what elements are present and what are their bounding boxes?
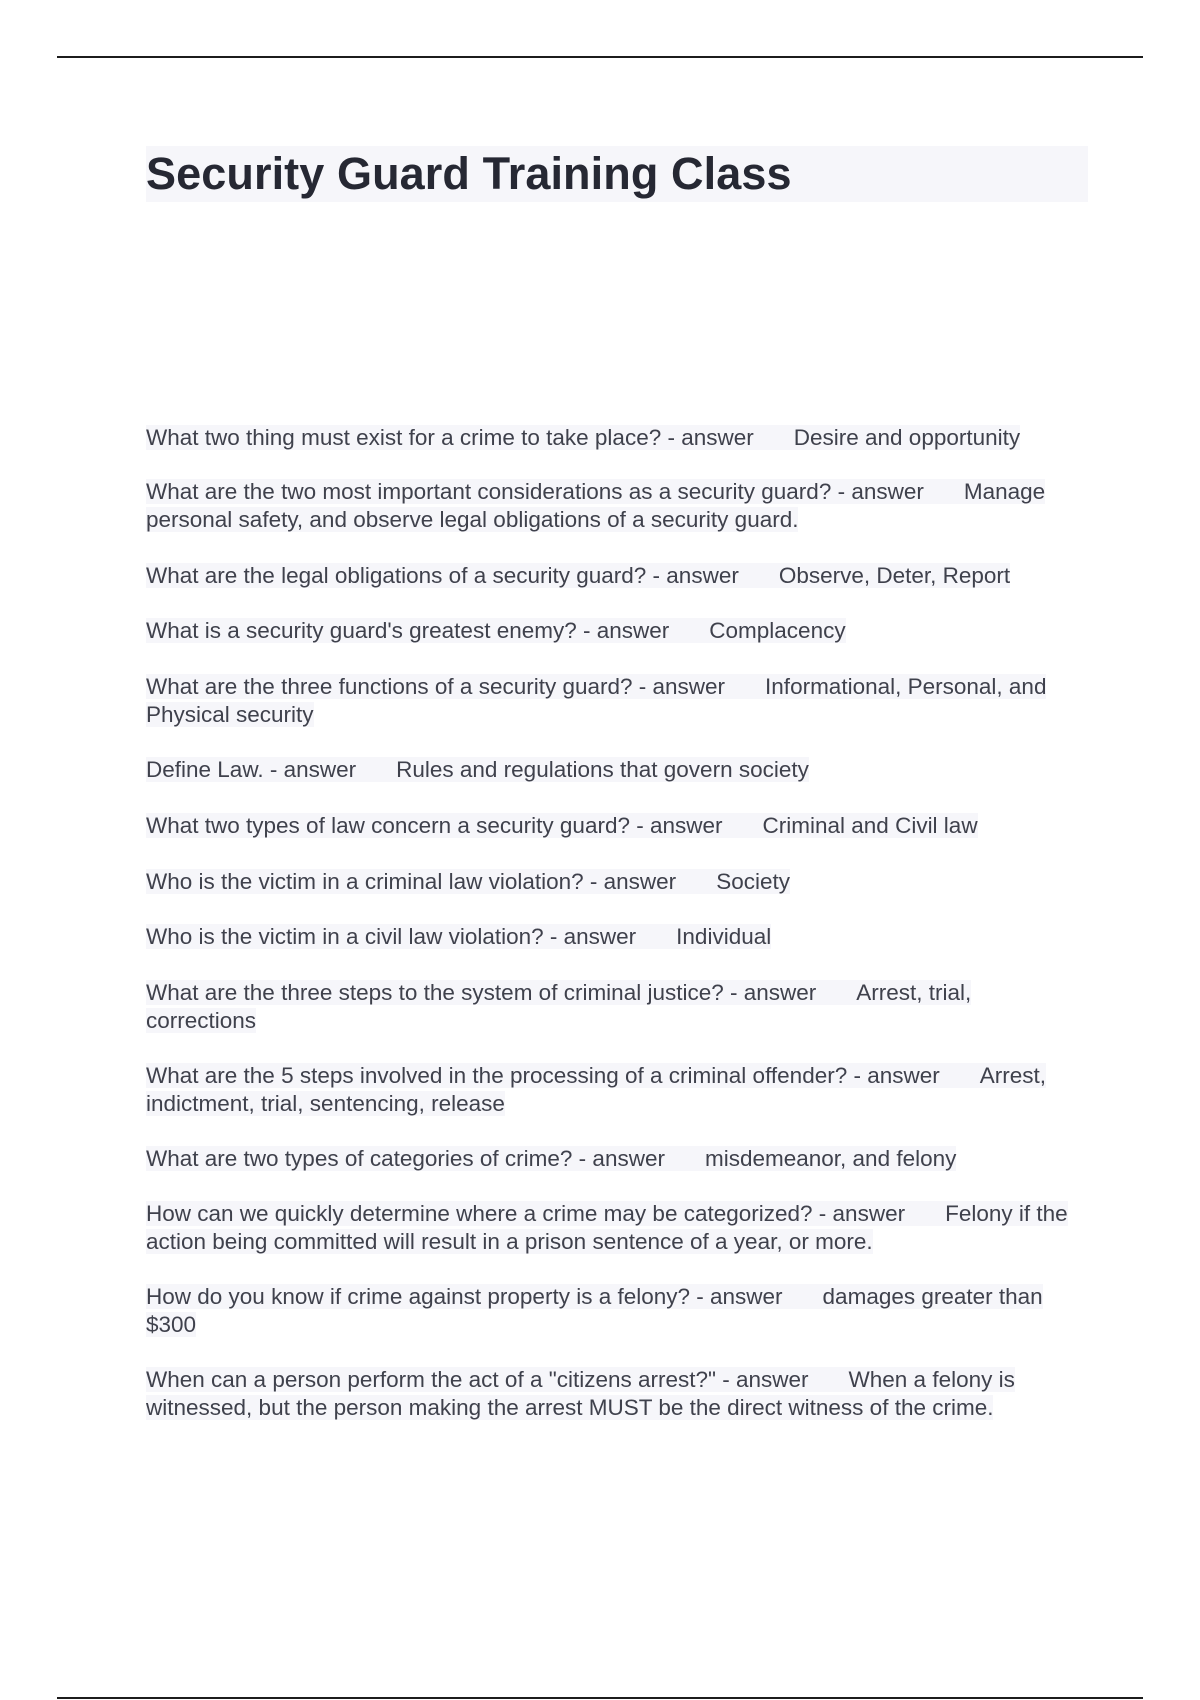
document-title: Security Guard Training Class [146, 148, 792, 199]
qa-answer: Desire and opportunity [793, 425, 1021, 450]
qa-answer: Criminal and Civil law [762, 813, 978, 838]
qa-list [146, 424, 1086, 1422]
qa-answer: Complacency [709, 618, 846, 643]
qa-item [146, 979, 1086, 1035]
qa-question: How can we quickly determine where a crime may be categorized? - answer [146, 1201, 906, 1226]
qa-question: What are the two most important considerations as a security guard? - answer [146, 479, 924, 504]
qa-question: What two thing must exist for a crime to take place? - answer [146, 425, 754, 450]
qa-question: What two types of law concern a security guard? - answer [146, 813, 723, 838]
qa-item [146, 1145, 1086, 1173]
qa-item [146, 673, 1086, 729]
qa-item [146, 1283, 1086, 1339]
qa-answer: Manage personal safety, and observe legal obligations of a security guard. [146, 479, 1046, 532]
qa-answer: Felony if the action being committed will result in a prison sentence of a year, or more. [146, 1201, 1068, 1254]
qa-question: When can a person perform the act of a "citizens arrest?" - answer [146, 1367, 809, 1392]
qa-item [146, 1366, 1086, 1422]
qa-question: Define Law. - answer [146, 757, 357, 782]
qa-answer: damages greater than $300 [146, 1284, 1043, 1337]
qa-question: What are the three steps to the system of criminal justice? - answer [146, 980, 817, 1005]
qa-item [146, 478, 1086, 534]
qa-item [146, 424, 1086, 452]
qa-answer: Informational, Personal, and Physical security [146, 674, 1047, 727]
qa-item [146, 562, 1086, 590]
qa-answer: Arrest, indictment, trial, sentencing, release [146, 1063, 1047, 1116]
qa-answer: misdemeanor, and felony [704, 1146, 957, 1171]
qa-item [146, 756, 1086, 784]
qa-answer: Rules and regulations that govern society [396, 757, 809, 782]
qa-question: What are two types of categories of crime? - answer [146, 1146, 665, 1171]
qa-answer: Arrest, trial, corrections [146, 980, 972, 1033]
qa-item [146, 923, 1086, 951]
qa-item [146, 812, 1086, 840]
footer-rule [57, 1697, 1143, 1699]
qa-item [146, 1200, 1086, 1256]
qa-question: Who is the victim in a criminal law violation? - answer [146, 869, 677, 894]
qa-question: What are the 5 steps involved in the processing of a criminal offender? - answer [146, 1063, 940, 1088]
qa-question: What is a security guard's greatest enemy? - answer [146, 618, 670, 643]
qa-question: How do you know if crime against property is a felony? - answer [146, 1284, 783, 1309]
qa-answer: Individual [676, 924, 772, 949]
qa-answer: Society [716, 869, 790, 894]
qa-question: What are the three functions of a security guard? - answer [146, 674, 726, 699]
qa-question: Who is the victim in a civil law violation? - answer [146, 924, 637, 949]
qa-item [146, 1062, 1086, 1118]
qa-item [146, 617, 1086, 645]
qa-answer: When a felony is witnessed, but the person making the arrest MUST be the direct witness of the crime. [146, 1367, 1015, 1420]
qa-item [146, 868, 1086, 896]
qa-question: What are the legal obligations of a security guard? - answer [146, 563, 739, 588]
header-rule [57, 56, 1143, 58]
qa-answer: Observe, Deter, Report [778, 563, 1011, 588]
